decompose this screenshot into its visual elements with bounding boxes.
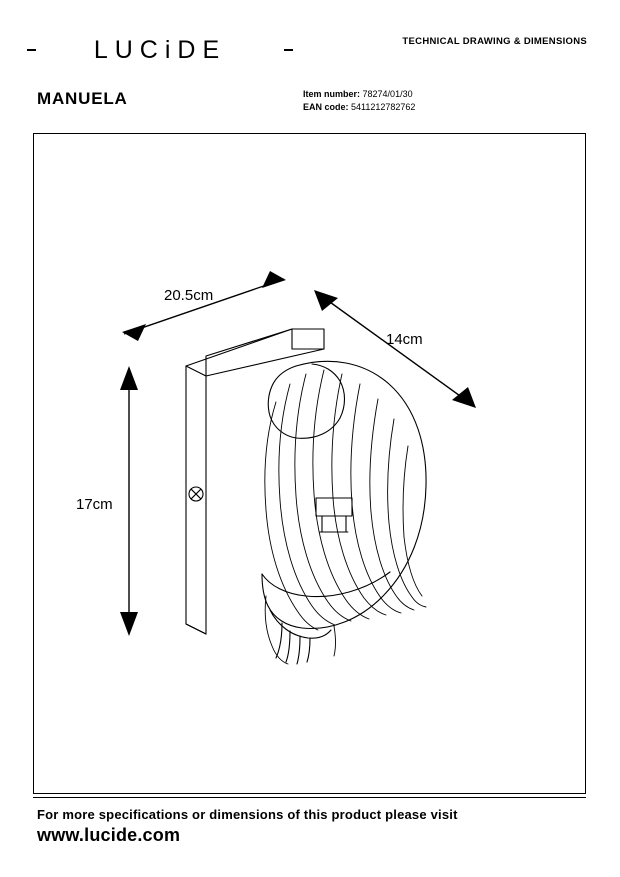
item-number-value: 78274/01/30 <box>362 89 413 99</box>
dimension-depth-label: 14cm <box>386 331 423 348</box>
page-title: MANUELA <box>37 89 128 108</box>
product-meta <box>303 88 415 114</box>
ean-value: 5411212782762 <box>351 102 416 112</box>
footer-text: For more specifications or dimensions of this product please visit <box>37 807 458 822</box>
arrowhead-width-left <box>122 324 146 341</box>
item-number-label: Item number: <box>303 89 361 99</box>
ean-label: EAN code: <box>303 102 349 112</box>
dimension-width-label: 20.5cm <box>164 287 214 304</box>
dimension-depth <box>316 292 474 406</box>
shade-bottom-rim <box>262 572 390 664</box>
brand-logo: LUCiDE <box>36 33 284 67</box>
arrowhead-depth-bottom <box>452 387 476 408</box>
wall-bracket <box>186 329 324 634</box>
arrowhead-depth-top <box>314 290 338 311</box>
footer-website-link[interactable]: www.lucide.com <box>37 825 181 845</box>
shade-tail-strands <box>265 596 335 664</box>
arrowhead-height-bottom <box>120 612 138 636</box>
dimension-height-label: 17cm <box>76 496 113 513</box>
arrowhead-height-top <box>120 366 138 390</box>
ean-row <box>303 101 415 114</box>
drawing-frame <box>33 133 586 794</box>
section-title: TECHNICAL DRAWING & DIMENSIONS <box>402 36 587 47</box>
lamp-socket <box>316 498 352 532</box>
item-number-row <box>303 88 415 101</box>
arrowhead-width-right <box>262 271 286 288</box>
shade-slats <box>265 370 426 630</box>
product-technical-drawing <box>34 134 585 793</box>
footer-divider <box>33 797 586 798</box>
mounting-point-icon <box>189 487 203 501</box>
lamp-shade-outer <box>262 361 426 628</box>
